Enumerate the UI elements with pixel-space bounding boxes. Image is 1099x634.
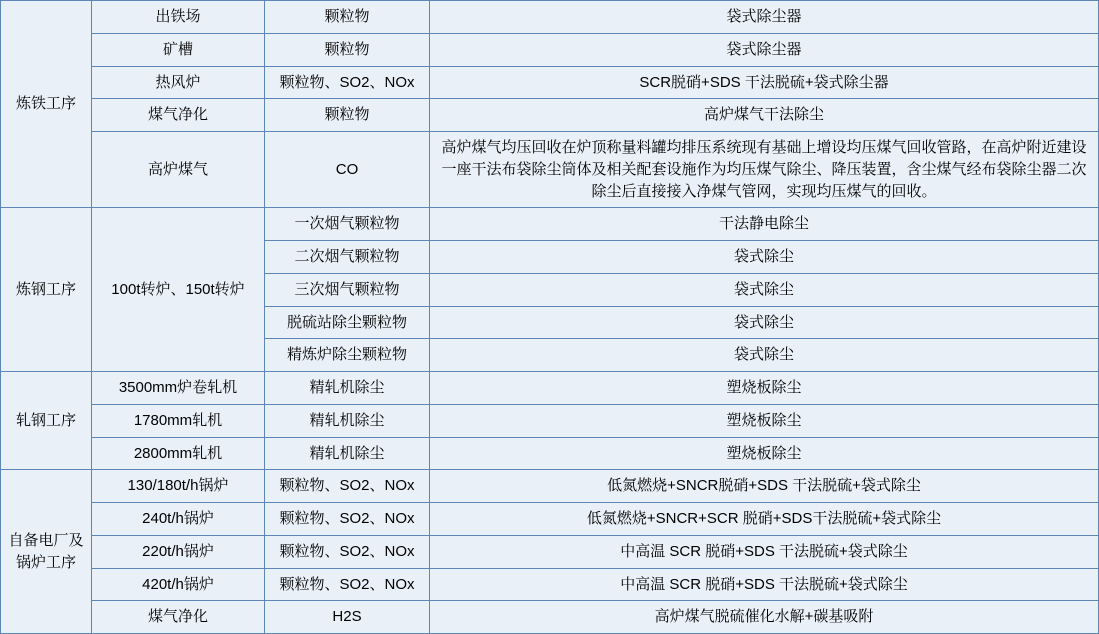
table-row — [1, 404, 1099, 437]
table-row — [1, 470, 1099, 503]
cell-source: 240t/h锅炉 — [92, 503, 265, 536]
table-row — [1, 601, 1099, 634]
cell-pollutant: 三次烟气颗粒物 — [265, 273, 430, 306]
cell-measure: 袋式除尘 — [430, 339, 1099, 372]
cell-source: 1780mm轧机 — [92, 404, 265, 437]
table-row — [1, 503, 1099, 536]
cell-pollutant: 颗粒物 — [265, 99, 430, 132]
cell-stage: 炼铁工序 — [1, 1, 92, 208]
cell-pollutant: 精轧机除尘 — [265, 437, 430, 470]
table-row — [1, 535, 1099, 568]
cell-pollutant: 颗粒物 — [265, 1, 430, 34]
table-row — [1, 66, 1099, 99]
cell-pollutant: 颗粒物、SO2、NOx — [265, 535, 430, 568]
cell-pollutant: 精炼炉除尘颗粒物 — [265, 339, 430, 372]
cell-measure: 中高温 SCR 脱硝+SDS 干法脱硫+袋式除尘 — [430, 568, 1099, 601]
cell-measure: 高炉煤气均压回收在炉顶称量料罐均排压系统现有基础上增设均压煤气回收管路，在高炉附近建设一座干法布袋除尘筒体及相关配套设施作为均压煤气除尘、降压装置，含尘煤气经布袋除尘器二次除尘后直接接入净煤气管网，实现均压煤气的回收。 — [430, 132, 1099, 208]
table-row — [1, 132, 1099, 208]
table-row — [1, 1, 1099, 34]
cell-measure: 干法静电除尘 — [430, 208, 1099, 241]
table-row — [1, 437, 1099, 470]
cell-source: 煤气净化 — [92, 99, 265, 132]
cell-measure: 高炉煤气脱硫催化水解+碳基吸附 — [430, 601, 1099, 634]
cell-pollutant: 精轧机除尘 — [265, 372, 430, 405]
cell-stage: 自备电厂及锅炉工序 — [1, 470, 92, 634]
cell-source: 100t转炉、150t转炉 — [92, 208, 265, 372]
table-row — [1, 99, 1099, 132]
cell-pollutant: 脱硫站除尘颗粒物 — [265, 306, 430, 339]
cell-pollutant: 二次烟气颗粒物 — [265, 241, 430, 274]
cell-measure: 袋式除尘 — [430, 241, 1099, 274]
cell-measure: 塑烧板除尘 — [430, 372, 1099, 405]
cell-pollutant: H2S — [265, 601, 430, 634]
cell-pollutant: 精轧机除尘 — [265, 404, 430, 437]
cell-measure: 塑烧板除尘 — [430, 404, 1099, 437]
cell-source: 煤气净化 — [92, 601, 265, 634]
cell-source: 出铁场 — [92, 1, 265, 34]
cell-measure: 塑烧板除尘 — [430, 437, 1099, 470]
cell-pollutant: 一次烟气颗粒物 — [265, 208, 430, 241]
table-row — [1, 372, 1099, 405]
cell-measure: SCR脱硝+SDS 干法脱硫+袋式除尘器 — [430, 66, 1099, 99]
cell-measure: 低氮燃烧+SNCR脱硝+SDS 干法脱硫+袋式除尘 — [430, 470, 1099, 503]
cell-source: 矿槽 — [92, 33, 265, 66]
table-row — [1, 33, 1099, 66]
cell-measure: 袋式除尘器 — [430, 1, 1099, 34]
cell-measure: 袋式除尘 — [430, 306, 1099, 339]
cell-pollutant: 颗粒物、SO2、NOx — [265, 66, 430, 99]
cell-pollutant: CO — [265, 132, 430, 208]
cell-measure: 袋式除尘 — [430, 273, 1099, 306]
cell-source: 220t/h锅炉 — [92, 535, 265, 568]
table-row — [1, 208, 1099, 241]
cell-source: 高炉煤气 — [92, 132, 265, 208]
cell-pollutant: 颗粒物、SO2、NOx — [265, 568, 430, 601]
cell-measure: 高炉煤气干法除尘 — [430, 99, 1099, 132]
cell-source: 420t/h锅炉 — [92, 568, 265, 601]
cell-measure: 低氮燃烧+SNCR+SCR 脱硝+SDS干法脱硫+袋式除尘 — [430, 503, 1099, 536]
table-row — [1, 568, 1099, 601]
cell-source: 热风炉 — [92, 66, 265, 99]
cell-source: 2800mm轧机 — [92, 437, 265, 470]
cell-stage: 炼钢工序 — [1, 208, 92, 372]
cell-measure: 中高温 SCR 脱硝+SDS 干法脱硫+袋式除尘 — [430, 535, 1099, 568]
cell-pollutant: 颗粒物、SO2、NOx — [265, 470, 430, 503]
cell-stage: 轧钢工序 — [1, 372, 92, 470]
cell-pollutant: 颗粒物、SO2、NOx — [265, 503, 430, 536]
cell-source: 130/180t/h锅炉 — [92, 470, 265, 503]
cell-pollutant: 颗粒物 — [265, 33, 430, 66]
cell-measure: 袋式除尘器 — [430, 33, 1099, 66]
table-body — [1, 1, 1099, 634]
cell-source: 3500mm炉卷轧机 — [92, 372, 265, 405]
